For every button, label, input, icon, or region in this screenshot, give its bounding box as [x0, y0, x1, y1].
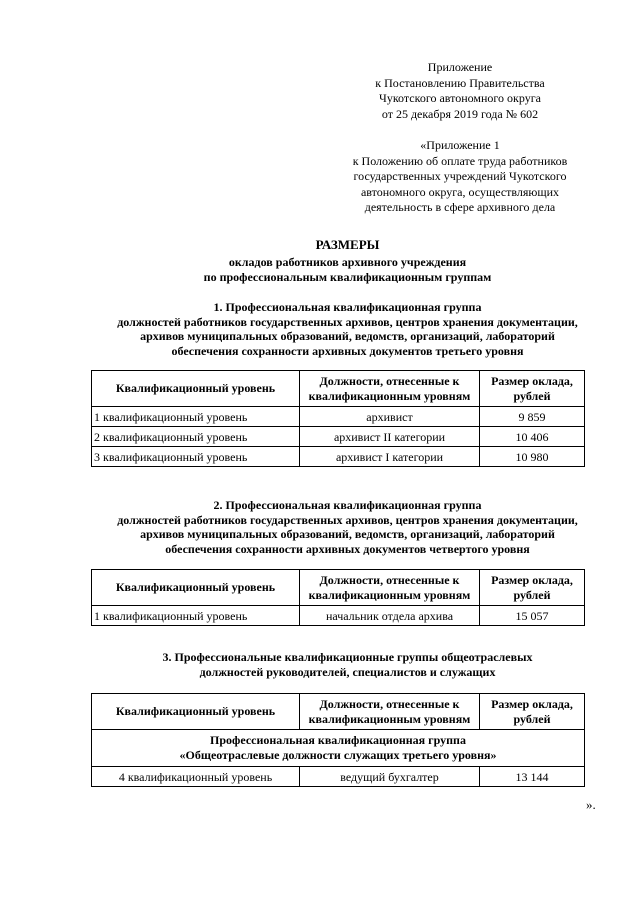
heading-line: должностей работников государственных архивов, центров хранения документации, — [117, 314, 578, 329]
header-positions: Должности, отнесенные к квалификационным уровням — [300, 570, 480, 606]
heading-line: обеспечения сохранности архивных документов третьего уровня — [171, 343, 524, 358]
heading-line: 2. Профессиональная квалификационная группа — [213, 498, 482, 512]
group-title-line: «Общеотраслевые должности служащих третьего уровня» — [179, 748, 497, 762]
closing-quote: ». — [586, 797, 596, 812]
cell-level: 1 квалификационный уровень — [92, 606, 300, 626]
header-salary: Размер оклада, рублей — [480, 570, 585, 606]
cell-position: архивист II категории — [300, 427, 480, 447]
section-3-heading — [60, 650, 635, 679]
salary-table-3 — [91, 693, 585, 787]
heading-line: 1. Профессиональная квалификационная группа — [213, 300, 482, 314]
header-positions: Должности, отнесенные к квалификационным уровням — [300, 694, 480, 730]
appendix-line: государственных учреждений Чукотского — [353, 169, 567, 183]
salary-table-2 — [91, 569, 585, 626]
cell-level: 2 квалификационный уровень — [92, 427, 300, 447]
appendix-line: Приложение — [427, 60, 493, 74]
header-salary: Размер оклада, рублей — [480, 694, 585, 730]
cell-position: архивист — [300, 407, 480, 427]
cell-position: ведущий бухгалтер — [300, 767, 480, 787]
table-row — [92, 447, 585, 467]
appendix-line: автономного округа, осуществляющих — [360, 184, 560, 199]
subtitle-line: по профессиональным квалификационным группам — [203, 269, 492, 284]
cell-salary: 15 057 — [480, 606, 585, 626]
header-level: Квалификационный уровень — [92, 694, 300, 730]
header-positions: Должности, отнесенные к квалификационным уровням — [300, 371, 480, 407]
header-level: Квалификационный уровень — [92, 570, 300, 606]
table-row — [92, 606, 585, 626]
cell-salary: 13 144 — [480, 767, 585, 787]
appendix-line: Чукотского автономного округа — [379, 91, 541, 105]
appendix-line: к Положению об оплате труда работников — [352, 153, 568, 168]
appendix-line: от 25 декабря 2019 года № 602 — [381, 106, 539, 121]
heading-line: архивов муниципальных образований, ведомств, организаций, лабораторий — [140, 527, 555, 541]
appendix-line: к Постановлению Правительства — [375, 75, 545, 90]
heading-line: архивов муниципальных образований, ведомств, организаций, лабораторий — [140, 329, 555, 343]
heading-line: 3. Профессиональные квалификационные группы общеотраслевых — [162, 650, 533, 664]
heading-line: должностей руководителей, специалистов и служащих — [199, 664, 496, 679]
cell-position: начальник отдела архива — [300, 606, 480, 626]
table-header-row — [92, 694, 585, 730]
table-header-row — [92, 570, 585, 606]
section-1-heading — [60, 300, 635, 358]
cell-level: 4 квалификационный уровень — [92, 767, 300, 787]
appendix-1-reference — [340, 138, 580, 216]
cell-salary: 10 406 — [480, 427, 585, 447]
subtitle-line: окладов работников архивного учреждения — [228, 255, 467, 269]
section-2-heading — [60, 498, 635, 556]
header-level: Квалификационный уровень — [92, 371, 300, 407]
group-title-cell — [92, 730, 585, 767]
table-row — [92, 427, 585, 447]
table-header-row — [92, 371, 585, 407]
heading-line: должностей работников государственных архивов, центров хранения документации, — [117, 512, 578, 527]
table-row — [92, 407, 585, 427]
cell-level: 3 квалификационный уровень — [92, 447, 300, 467]
appendix-line: деятельность в сфере архивного дела — [364, 200, 556, 214]
document-title: РАЗМЕРЫ — [315, 237, 380, 252]
table-row — [92, 767, 585, 787]
cell-salary: 9 859 — [480, 407, 585, 427]
salary-table-1 — [91, 370, 585, 467]
heading-line: обеспечения сохранности архивных документов четвертого уровня — [165, 541, 530, 556]
cell-position: архивист I категории — [300, 447, 480, 467]
appendix-reference — [340, 60, 580, 122]
group-title-line: Профессиональная квалификационная группа — [210, 733, 466, 747]
document-subtitle — [60, 255, 635, 284]
header-salary: Размер оклада, рублей — [480, 371, 585, 407]
cell-level: 1 квалификационный уровень — [92, 407, 300, 427]
appendix-line: «Приложение 1 — [420, 138, 500, 152]
table-group-row — [92, 730, 585, 767]
cell-salary: 10 980 — [480, 447, 585, 467]
